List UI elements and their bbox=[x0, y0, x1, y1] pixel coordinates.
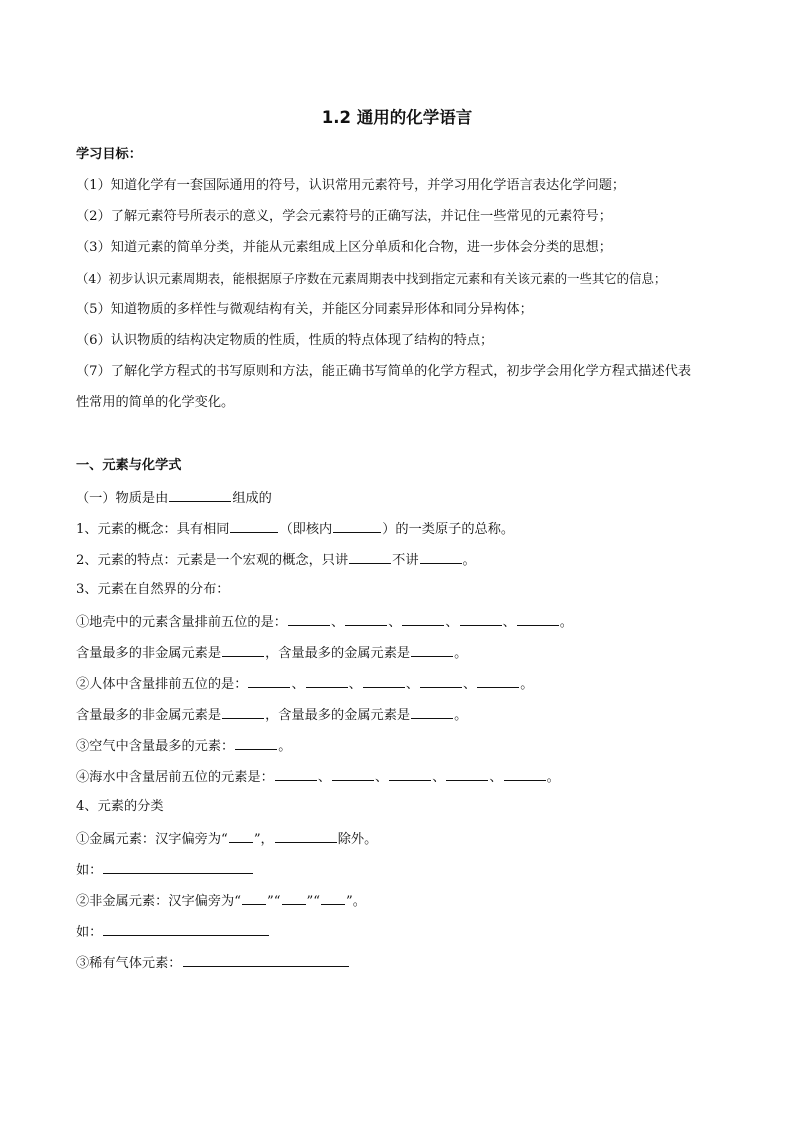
fill-blank[interactable] bbox=[411, 643, 453, 657]
fill-blank[interactable] bbox=[446, 767, 488, 781]
fill-blank[interactable] bbox=[333, 519, 381, 533]
fill-blank[interactable] bbox=[183, 953, 349, 967]
distribution-line: 3、元素在自然界的分布： bbox=[76, 582, 230, 597]
fill-blank[interactable] bbox=[222, 643, 264, 657]
crust-elements-line: ①地壳中的元素含量排前五位的是： 、 、 、 、 。 bbox=[76, 612, 754, 632]
objective-item: （5）知道物质的多样性与微观结构有关，并能区分同素异形体和同分异构体； bbox=[76, 302, 533, 317]
fill-blank[interactable] bbox=[420, 674, 462, 688]
objective-item: （1）知道化学有一套国际通用的符号，认识常用元素符号，并学习用化学语言表达化学问题； bbox=[76, 178, 626, 193]
metal-elements-line: ①金属元素：汉字偏旁为“ ”， 除外。 bbox=[76, 829, 754, 849]
matter-composition-line: （一）物质是由 组成的 bbox=[76, 488, 754, 508]
objective-item: （6）认识物质的结构决定物质的性质，性质的特点体现了结构的特点； bbox=[76, 333, 494, 348]
noble-gas-line: ③稀有气体元素： bbox=[76, 953, 754, 973]
fill-blank[interactable] bbox=[321, 891, 345, 905]
fill-blank[interactable] bbox=[349, 550, 391, 564]
element-concept-line: 1、元素的概念：具有相同 （即核内 ）的一类原子的总称。 bbox=[76, 519, 754, 539]
fill-blank[interactable] bbox=[103, 922, 269, 936]
crust-most-line: 含量最多的非金属元素是 ，含量最多的金属元素是 。 bbox=[76, 643, 754, 663]
objective-item: 性常用的简单的化学变化。 bbox=[76, 395, 235, 410]
element-feature-line: 2、元素的特点：元素是一个宏观的概念，只讲 不讲 。 bbox=[76, 550, 754, 570]
fill-blank[interactable] bbox=[420, 550, 462, 564]
metal-example-line: 如： bbox=[76, 860, 754, 880]
human-elements-line: ②人体中含量排前五位的是： 、 、 、 、 。 bbox=[76, 674, 754, 694]
fill-blank[interactable] bbox=[229, 829, 253, 843]
objectives-heading: 学习目标： bbox=[76, 147, 142, 162]
page-title: 1.2 通用的化学语言 bbox=[321, 108, 473, 127]
fill-blank[interactable] bbox=[235, 736, 277, 750]
fill-blank[interactable] bbox=[282, 891, 306, 905]
fill-blank[interactable] bbox=[460, 612, 502, 626]
fill-blank[interactable] bbox=[363, 674, 405, 688]
fill-blank[interactable] bbox=[389, 767, 431, 781]
objective-item: （7）了解化学方程式的书写原则和方法，能正确书写简单的化学方程式，初步学会用化学方程式描述代表 bbox=[76, 364, 692, 379]
fill-blank[interactable] bbox=[242, 891, 266, 905]
fill-blank[interactable] bbox=[332, 767, 374, 781]
fill-blank[interactable] bbox=[103, 860, 253, 874]
fill-blank[interactable] bbox=[411, 705, 453, 719]
fill-blank[interactable] bbox=[275, 829, 337, 843]
classification-heading: 4、元素的分类 bbox=[76, 799, 164, 814]
sea-elements-line: ④海水中含量居前五位的元素是： 、 、 、 、 。 bbox=[76, 767, 754, 787]
fill-blank[interactable] bbox=[477, 674, 519, 688]
fill-blank[interactable] bbox=[288, 612, 330, 626]
fill-blank[interactable] bbox=[402, 612, 444, 626]
fill-blank[interactable] bbox=[517, 612, 559, 626]
objective-item: （3）知道元素的简单分类，并能从元素组成上区分单质和化合物，进一步体会分类的思想； bbox=[76, 240, 612, 255]
fill-blank[interactable] bbox=[222, 705, 264, 719]
fill-blank[interactable] bbox=[345, 612, 387, 626]
fill-blank[interactable] bbox=[230, 519, 278, 533]
objective-item: （4）初步认识元素周期表，能根据原子序数在元素周期表中找到指定元素和有关该元素的一些其它的信息； bbox=[76, 271, 667, 286]
fill-blank[interactable] bbox=[306, 674, 348, 688]
human-most-line: 含量最多的非金属元素是 ，含量最多的金属元素是 。 bbox=[76, 705, 754, 725]
nonmetal-elements-line: ②非金属元素：汉字偏旁为“ ”“ ”“ ”。 bbox=[76, 891, 754, 911]
nonmetal-example-line: 如： bbox=[76, 922, 754, 942]
section-heading: 一、元素与化学式 bbox=[76, 458, 182, 473]
fill-blank[interactable] bbox=[504, 767, 546, 781]
fill-blank[interactable] bbox=[169, 488, 231, 502]
fill-blank[interactable] bbox=[248, 674, 290, 688]
objective-item: （2）了解元素符号所表示的意义，学会元素符号的正确写法，并记住一些常见的元素符号； bbox=[76, 209, 612, 224]
air-element-line: ③空气中含量最多的元素： 。 bbox=[76, 736, 754, 756]
fill-blank[interactable] bbox=[275, 767, 317, 781]
